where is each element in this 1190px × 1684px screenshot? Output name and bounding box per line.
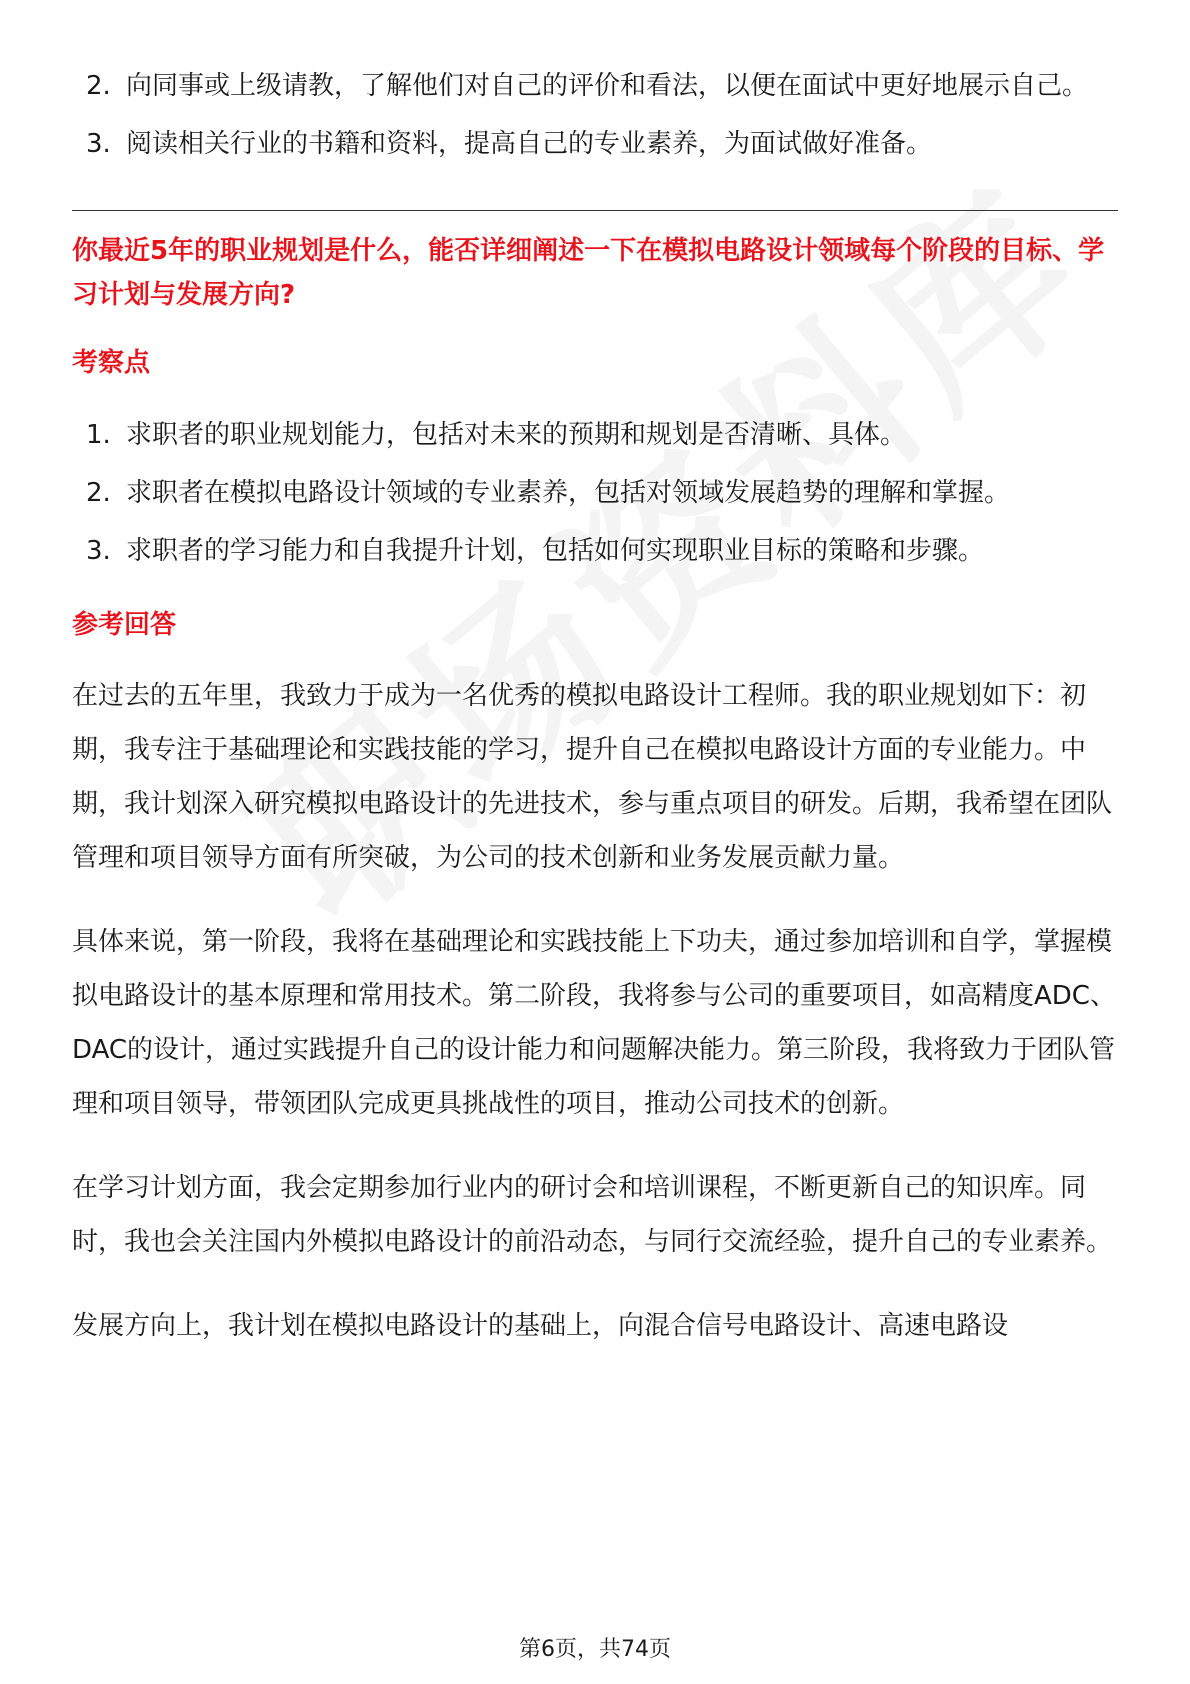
page-footer: 第6页，共74页 xyxy=(519,1637,671,1662)
list-item xyxy=(72,523,1118,579)
list-item xyxy=(72,116,1118,172)
list-item-number: 3. xyxy=(86,129,111,159)
top-list xyxy=(72,58,1118,172)
answer-paragraph: 发展方向上，我计划在模拟电路设计的基础上，向混合信号电路设计、高速电路设 xyxy=(72,1311,1009,1341)
list-item-number: 1. xyxy=(86,420,111,450)
answer-paragraph: 在过去的五年里，我致力于成为一名优秀的模拟电路设计工程师。我的职业规划如下：初期，我专注于基础理论和实践技能的学习，提升自己在模拟电路设计方面的专业能力。中期，我计划深入研究模拟电路设计的先进技术，参与重点项目的研发。后期，我希望在团队管理和项目领导方面有所突破，为公司的技术创新和业务发展贡献力量。 xyxy=(72,681,1113,873)
list-item-text: 向同事或上级请教，了解他们对自己的评价和看法，以便在面试中更好地展示自己。 xyxy=(126,71,1089,101)
exam-points-heading: 考察点 xyxy=(72,348,151,378)
answer-paragraph: 在学习计划方面，我会定期参加行业内的研讨会和培训课程，不断更新自己的知识库。同时，我也会关注国内外模拟电路设计的前沿动态，与同行交流经验，提升自己的专业素养。 xyxy=(72,1173,1113,1257)
list-item xyxy=(72,58,1118,114)
list-item-number: 2. xyxy=(86,71,111,101)
exam-points-list xyxy=(72,407,1118,579)
list-item-number: 2. xyxy=(86,478,111,508)
list-item-text: 求职者的学习能力和自我提升计划，包括如何实现职业目标的策略和步骤。 xyxy=(126,536,985,566)
answer-paragraph: 具体来说，第一阶段，我将在基础理论和实践技能上下功夫，通过参加培训和自学，掌握模拟电路设计的基本原理和常用技术。第二阶段，我将参与公司的重要项目，如高精度ADC、DAC的设计，通过实践提升自己的设计能力和问题解决能力。第三阶段，我将致力于团队管理和项目领导，带领团队完成更具挑战性的项目，推动公司技术的创新。 xyxy=(72,927,1116,1119)
list-item-text: 求职者的职业规划能力，包括对未来的预期和规划是否清晰、具体。 xyxy=(126,420,907,450)
list-item xyxy=(72,407,1118,463)
section-divider xyxy=(72,210,1118,211)
question-title: 你最近5年的职业规划是什么，能否详细阐述一下在模拟电路设计领域每个阶段的目标、学习计划与发展方向? xyxy=(72,236,1105,310)
list-item-text: 求职者在模拟电路设计领域的专业素养，包括对领域发展趋势的理解和掌握。 xyxy=(126,478,1011,508)
list-item-number: 3. xyxy=(86,536,111,566)
list-item-text: 阅读相关行业的书籍和资料，提高自己的专业素养，为面试做好准备。 xyxy=(126,129,933,159)
reference-answer-heading: 参考回答 xyxy=(72,610,177,640)
page-content xyxy=(72,58,1118,1383)
list-item xyxy=(72,465,1118,521)
